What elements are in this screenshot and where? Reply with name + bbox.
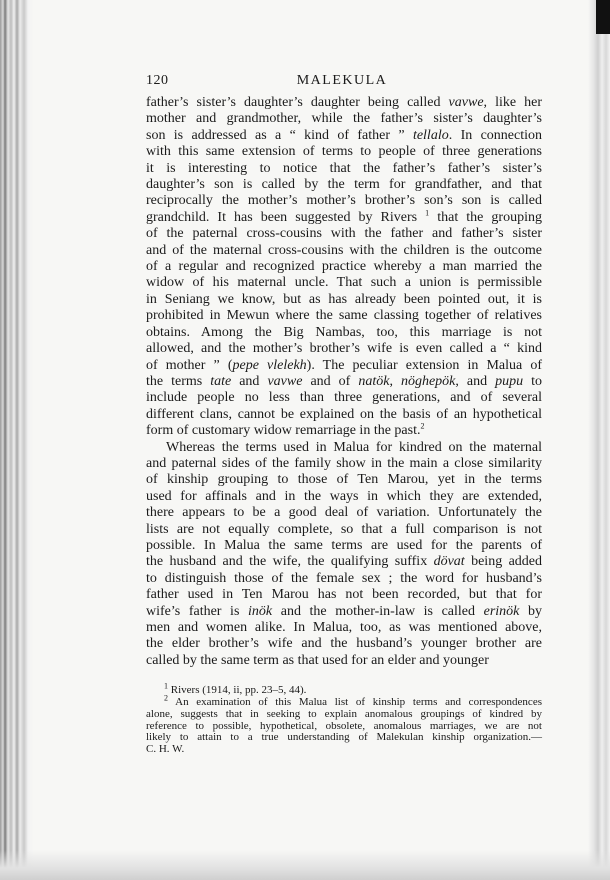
italic-term: erinök xyxy=(483,603,520,619)
footnote-ref: 2 xyxy=(420,421,425,431)
text-segment: of a regular and recognized practice whereby a man married the xyxy=(146,259,542,275)
text-line xyxy=(146,620,542,636)
text-line xyxy=(146,275,542,291)
italic-term: natök xyxy=(358,373,390,389)
text-line xyxy=(146,341,542,357)
text-line xyxy=(146,423,542,439)
text-line xyxy=(146,489,542,505)
italic-term: tate xyxy=(210,373,232,389)
text-segment: of the paternal cross-cousins with the father and father’s sister xyxy=(146,226,542,242)
text-segment: in Seniang we know, but as has already been pointed out, it is xyxy=(146,291,542,307)
text-segment: used for affinals and in the ways in which they are extended, xyxy=(146,488,542,504)
footnote-ref: 1 xyxy=(425,208,430,218)
text-segment: prohibited in Mewun where the same classing together of relatives xyxy=(146,308,542,324)
text-segment: father’s sister’s daughter’s daughter being called xyxy=(146,95,449,110)
text-segment: mother and grandmother, while the father’s sister’s daughter’s xyxy=(146,111,542,127)
text-line xyxy=(146,374,542,390)
footnote-2-line: alone, suggests that in seeking to explain anomalous groupings of kindred by xyxy=(146,707,542,720)
page-number: 120 xyxy=(146,73,169,88)
text-line xyxy=(146,472,542,488)
footnote-signature: C. H. W. xyxy=(146,743,185,756)
text-segment: called by the same term as that used for an elder and younger xyxy=(146,652,489,668)
text-segment: grandchild. It has been suggested by Rivers xyxy=(146,209,426,225)
text-segment: and of the maternal cross-cousins with the children is the outcome xyxy=(146,242,542,258)
text-line xyxy=(146,177,542,193)
text-line xyxy=(146,226,542,242)
text-line xyxy=(146,308,542,324)
text-segment: , xyxy=(389,373,401,389)
text-segment: of kinship grouping to those of Ten Marou, yet in the terms xyxy=(146,472,542,488)
page-column xyxy=(146,95,542,756)
text-segment: to xyxy=(523,373,543,389)
text-segment: , like her xyxy=(483,95,542,110)
body-text xyxy=(146,95,542,669)
text-segment: daughter’s son is called by the term for grandfather, and that xyxy=(146,177,542,193)
text-line xyxy=(146,587,542,603)
book-binding-shadow xyxy=(0,0,34,880)
text-line xyxy=(146,259,542,275)
scan-corner-mark xyxy=(596,0,610,34)
text-line xyxy=(146,243,542,259)
text-line xyxy=(146,292,542,308)
text-line xyxy=(146,128,542,144)
text-segment: being added xyxy=(464,554,542,570)
text-line xyxy=(146,554,542,570)
text-line xyxy=(146,653,542,669)
text-segment: different clans, cannot be explained on the basis of an hypothetical xyxy=(146,406,542,422)
text-line xyxy=(146,571,542,587)
text-segment: that the grouping xyxy=(429,209,542,225)
text-segment: there appears to be a good deal of variation. Unfortunately the xyxy=(146,505,542,521)
text-line xyxy=(146,193,542,209)
text-segment: lists are not equally complete, so that a full comparison is not xyxy=(146,521,542,537)
page-edge xyxy=(588,0,610,880)
running-title: MALEKULA xyxy=(296,73,388,88)
text-line xyxy=(146,538,542,554)
text-line xyxy=(146,456,542,472)
running-head xyxy=(146,72,538,90)
text-line xyxy=(146,358,542,374)
page-bottom-shadow xyxy=(0,850,610,880)
text-line xyxy=(146,522,542,538)
italic-term: vavwe xyxy=(448,95,484,110)
text-segment: the husband and the wife, the qualifying suffix xyxy=(146,554,434,570)
text-segment: of mother ” ( xyxy=(146,357,233,373)
text-segment: include people no less than three generations, and of several xyxy=(146,390,542,406)
text-line xyxy=(146,440,542,456)
text-segment: wife’s father is xyxy=(146,603,249,619)
text-segment: ). The peculiar extension in Malua of xyxy=(306,357,543,373)
text-segment: it is interesting to notice that the father’s father’s sister’s xyxy=(146,160,542,176)
italic-term: dövat xyxy=(433,554,465,570)
text-line xyxy=(146,161,542,177)
italic-term: vavwe xyxy=(267,373,303,389)
text-segment: and paternal sides of the family show in the main a close similarity xyxy=(146,455,542,471)
text-segment: men and women alike. In Malua, too, as was mentioned above, xyxy=(146,620,542,635)
footnote-2-line: reference to possible, hypothetical, obsolete, anomalous marriages, we are not xyxy=(146,719,542,732)
text-segment: , and xyxy=(455,373,496,389)
text-segment: the terms xyxy=(146,373,211,389)
text-segment: . In connection xyxy=(448,127,542,143)
footnote-2-line: likely to attain to a true understanding of Malekulan kinship organization.— xyxy=(146,731,542,744)
footnote-marker: 2 xyxy=(164,693,168,703)
text-line xyxy=(146,144,542,160)
text-line xyxy=(146,407,542,423)
text-segment: father used in Ten Marou has not been recorded, but that for xyxy=(146,587,542,603)
text-line xyxy=(146,325,542,341)
text-line xyxy=(146,210,542,226)
footnote-text: An examination of this Malua list of kinship terms and correspondences xyxy=(175,696,542,709)
text-line xyxy=(146,505,542,521)
italic-term: pupu xyxy=(495,373,524,389)
text-line xyxy=(146,604,542,620)
text-line xyxy=(146,636,542,652)
text-line xyxy=(146,390,542,406)
text-segment: Whereas the terms used in Malua for kindred on the maternal xyxy=(166,439,542,455)
text-segment: allowed, and the mother’s brother’s wife is even called a “ kind xyxy=(146,341,542,357)
text-segment: with this same extension of terms to people of three generations xyxy=(146,144,542,160)
footnotes xyxy=(146,681,542,756)
text-line xyxy=(146,95,542,111)
text-segment: the elder brother’s wife and the husband’s younger brother are xyxy=(146,636,542,652)
text-segment: by xyxy=(519,603,542,619)
text-segment: form of customary widow remarriage in the past. xyxy=(146,423,421,439)
footnote-text: Rivers (1914, ii, pp. 23–5, 44). xyxy=(170,684,307,697)
text-segment: and xyxy=(231,373,268,389)
italic-term: pepe vlelekh xyxy=(232,357,307,373)
italic-term: tellalo xyxy=(412,127,449,143)
text-segment: obtains. Among the Big Nambas, too, this marriage is not xyxy=(146,324,542,340)
text-segment: possible. In Malua the same terms are used for the parents of xyxy=(146,537,542,553)
footnote-marker: 1 xyxy=(164,681,168,691)
text-segment: and the mother-in-law is called xyxy=(272,603,484,619)
text-line xyxy=(146,111,542,127)
text-segment: son is addressed as a “ kind of father ” xyxy=(146,127,413,143)
text-segment: and of xyxy=(302,373,359,389)
text-segment: to distinguish those of the female sex ; the word for husband’s xyxy=(146,570,542,586)
text-segment: widow of his maternal uncle. That such a union is permissible xyxy=(146,275,542,291)
text-segment: reciprocally the mother’s mother’s brother’s son’s son is called xyxy=(146,193,542,209)
italic-term: inök xyxy=(248,603,273,619)
italic-term: nöghepök xyxy=(400,373,456,389)
